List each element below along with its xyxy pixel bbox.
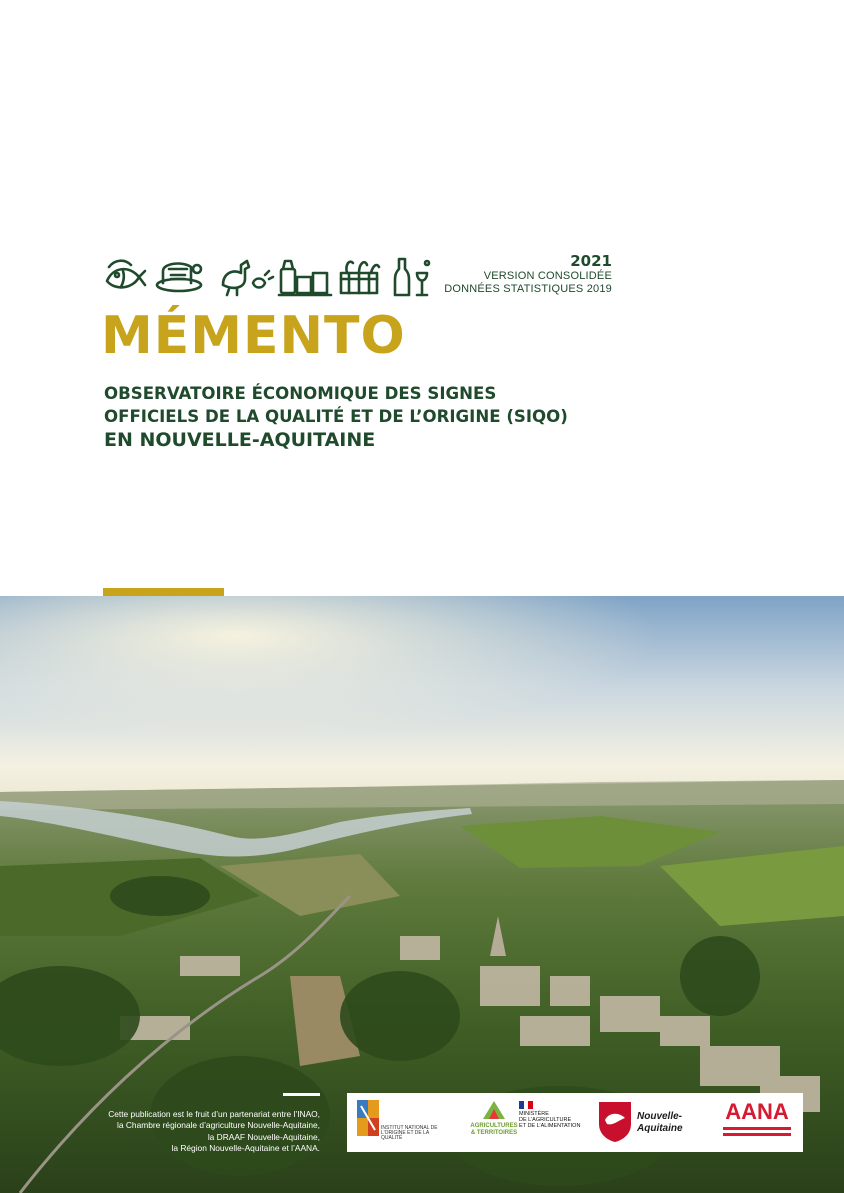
subtitle-line-1: OBSERVATOIRE ÉCONOMIQUE DES SIGNES [104,384,497,403]
aana-logo [719,1101,795,1145]
inao-emblem [357,1100,379,1136]
vegetable-crate-icon [341,262,379,293]
product-icons-row [103,255,433,297]
fish-icon [107,261,145,288]
aana-name: AANA [725,1099,789,1124]
accent-bar [103,588,224,596]
aana-tagline-stripes-2 [723,1133,791,1136]
chambre-line-1: AGRICULTURES [470,1123,518,1129]
ministere-line-3: ET DE L’ALIMENTATION [519,1123,581,1129]
french-flag-icon [519,1101,533,1109]
ministere-line-2: DE L’AGRICULTURE [519,1117,572,1123]
credit-line-1: Cette publication est le fruit d’un partenariat entre l’INAO, [108,1109,320,1119]
inao-name: INSTITUT NATIONAL DE L’ORIGINE ET DE LA QUALITÉ [381,1125,438,1141]
credit-dash [283,1093,320,1096]
region-shield-icon [597,1100,633,1144]
version-label: VERSION CONSOLIDÉE [483,270,612,282]
edition-info [444,252,612,296]
partner-logos [347,1093,803,1152]
document-title: MÉMENTO [101,306,406,366]
chambre-line-2: & TERRITOIRES [470,1130,518,1136]
credit-line-2: la Chambre régionale d’agriculture Nouvelle-Aquitaine, [117,1120,320,1131]
product-icons [103,255,433,297]
credit-line-3: la DRAAF Nouvelle-Aquitaine, [207,1131,320,1142]
region-line-2: Aquitaine [637,1123,683,1134]
credit-line-4: la Région Nouvelle-Aquitaine et l’AANA. [171,1142,320,1153]
region-logo [597,1100,697,1146]
region-line-1: Nouvelle- [637,1111,683,1122]
data-year-label: DONNÉES STATISTIQUES 2019 [444,283,612,295]
inao-logo [357,1100,443,1145]
chambre-agriculture-logo [463,1099,525,1145]
aana-tagline-stripes [723,1127,791,1130]
cheese-icon [157,264,201,291]
document-subtitle [104,382,568,453]
poultry-icon [223,261,273,295]
subtitle-line-2: OFFICIELS DE LA QUALITÉ ET DE L’ORIGINE (SIQO) [104,407,568,426]
chambre-emblem [481,1099,507,1121]
dairy-products-icon [279,261,331,295]
wine-bottle-icon [395,259,429,295]
partnership-credit [60,1109,320,1154]
edition-year: 2021 [570,252,612,270]
ministere-logo [519,1101,589,1145]
ministere-line-1: MINISTÈRE [519,1111,549,1117]
subtitle-line-3: EN NOUVELLE-AQUITAINE [104,429,376,451]
